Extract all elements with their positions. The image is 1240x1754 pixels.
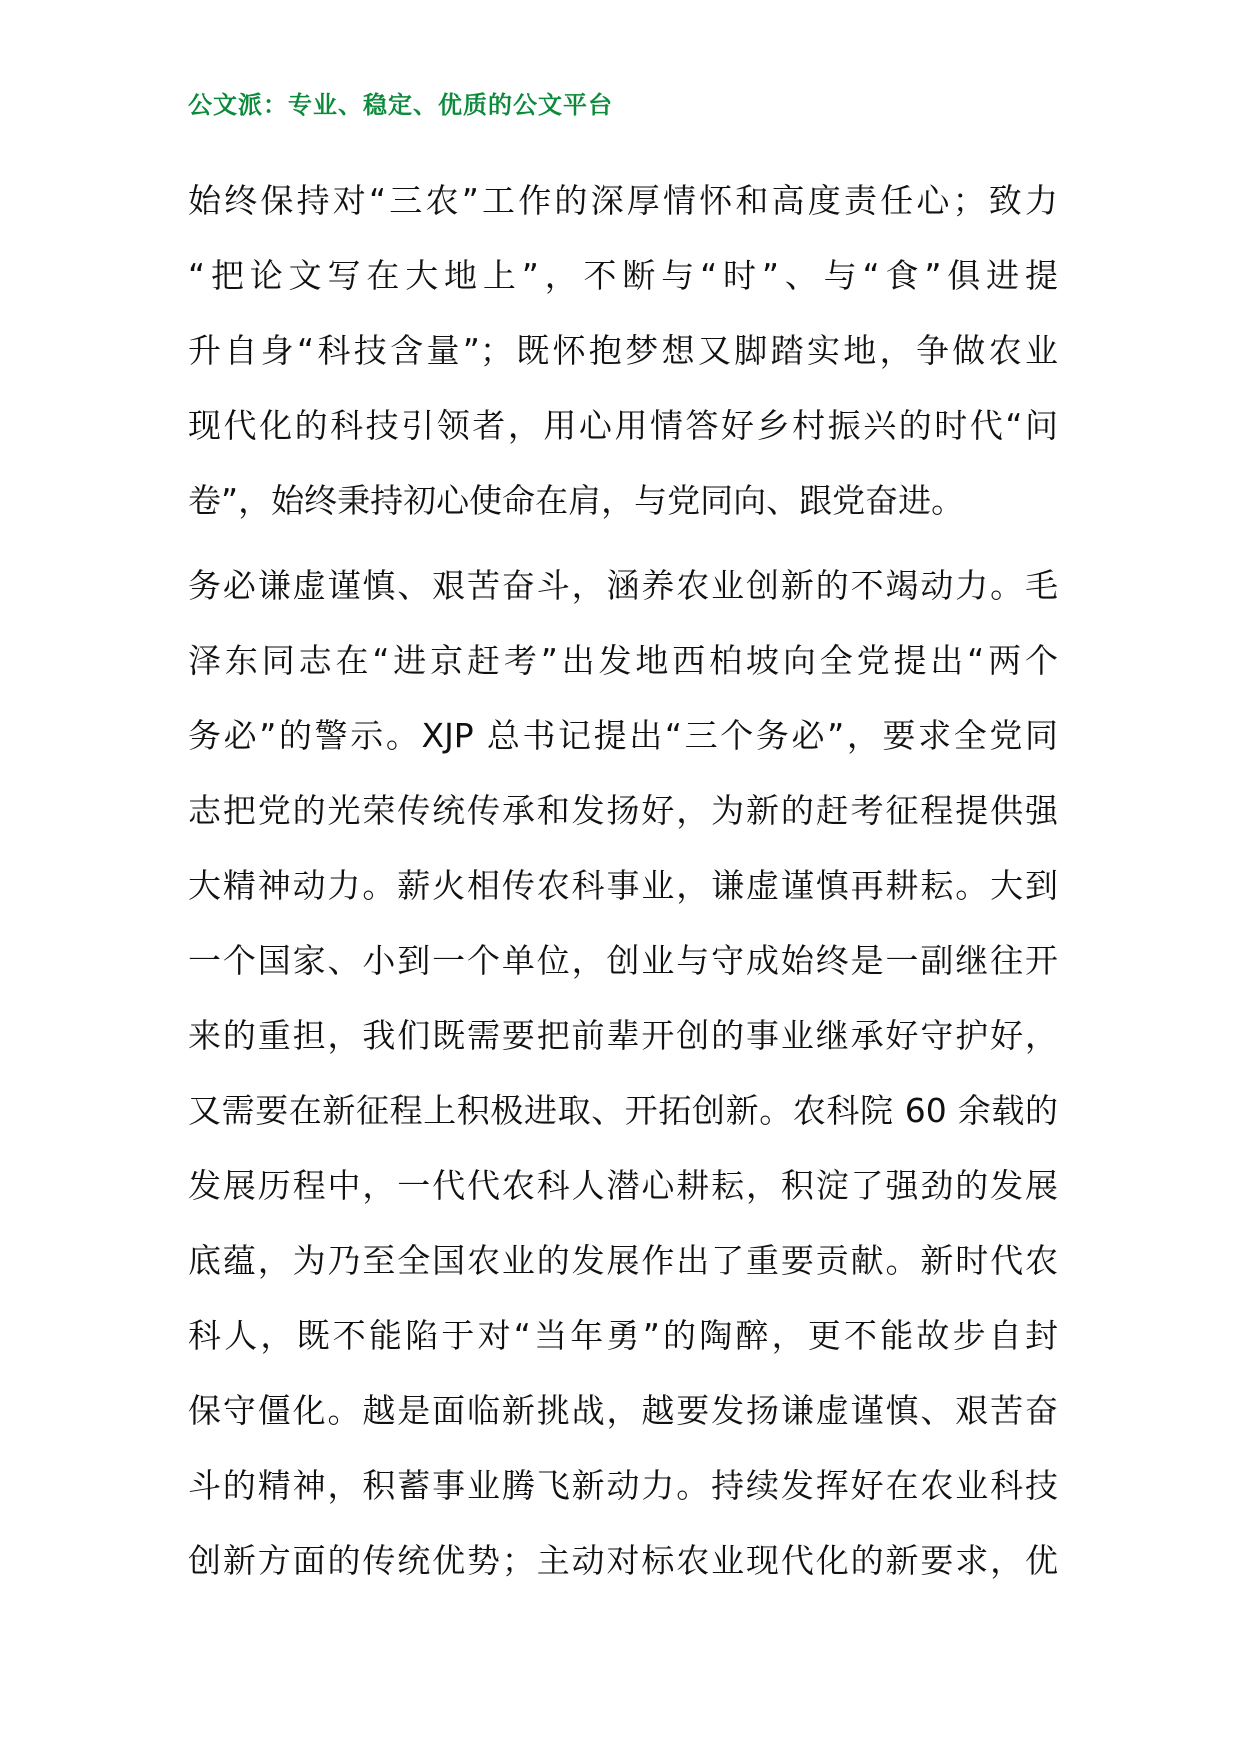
text-line: 一个国家、小到一个单位，创业与守成始终是一副继往开 xyxy=(188,941,1058,980)
text-line: 卷”，始终秉持初心使命在肩，与党同向、跟党奋进。 xyxy=(188,481,965,520)
paragraph-2 xyxy=(188,548,1058,1598)
text-line: 创新方面的传统优势；主动对标农业现代化的新要求，优 xyxy=(188,1541,1058,1580)
text-line: 务必谦虚谨慎、艰苦奋斗，涵养农业创新的不竭动力。毛 xyxy=(188,566,1058,605)
text-line: 保守僵化。越是面临新挑战，越要发扬谦虚谨慎、艰苦奋 xyxy=(188,1391,1058,1430)
text-line: 发展历程中，一代代农科人潜心耕耘，积淀了强劲的发展 xyxy=(188,1166,1058,1205)
text-line: 泽东同志在“进京赶考”出发地西柏坡向全党提出“两个 xyxy=(188,641,1058,680)
text-line: 又需要在新征程上积极进取、开拓创新。农科院 60 余载的 xyxy=(188,1091,1058,1130)
text-line: “把论文写在大地上”，不断与“时”、与“食”俱进提 xyxy=(188,256,1058,295)
header-banner: 公文派：专业、稳定、优质的公文平台 xyxy=(188,90,613,119)
text-line: 现代化的科技引领者，用心用情答好乡村振兴的时代“问 xyxy=(188,406,1058,445)
text-line: 志把党的光荣传统传承和发扬好，为新的赶考征程提供强 xyxy=(188,791,1058,830)
paragraph-1 xyxy=(188,163,1058,538)
document-body xyxy=(188,163,1058,1598)
text-line: 始终保持对“三农”工作的深厚情怀和高度责任心；致力 xyxy=(188,181,1058,220)
text-line: 底蕴，为乃至全国农业的发展作出了重要贡献。新时代农 xyxy=(188,1241,1058,1280)
text-line: 来的重担，我们既需要把前辈开创的事业继承好守护好， xyxy=(188,1016,1058,1055)
text-line: 大精神动力。薪火相传农科事业，谦虚谨慎再耕耘。大到 xyxy=(188,866,1058,905)
text-line: 务必”的警示。XJP 总书记提出“三个务必”，要求全党同 xyxy=(188,716,1058,755)
text-line: 升自身“科技含量”；既怀抱梦想又脚踏实地，争做农业 xyxy=(188,331,1058,370)
text-line: 科人，既不能陷于对“当年勇”的陶醉，更不能故步自封 xyxy=(188,1316,1058,1355)
text-line: 斗的精神，积蓄事业腾飞新动力。持续发挥好在农业科技 xyxy=(188,1466,1058,1505)
